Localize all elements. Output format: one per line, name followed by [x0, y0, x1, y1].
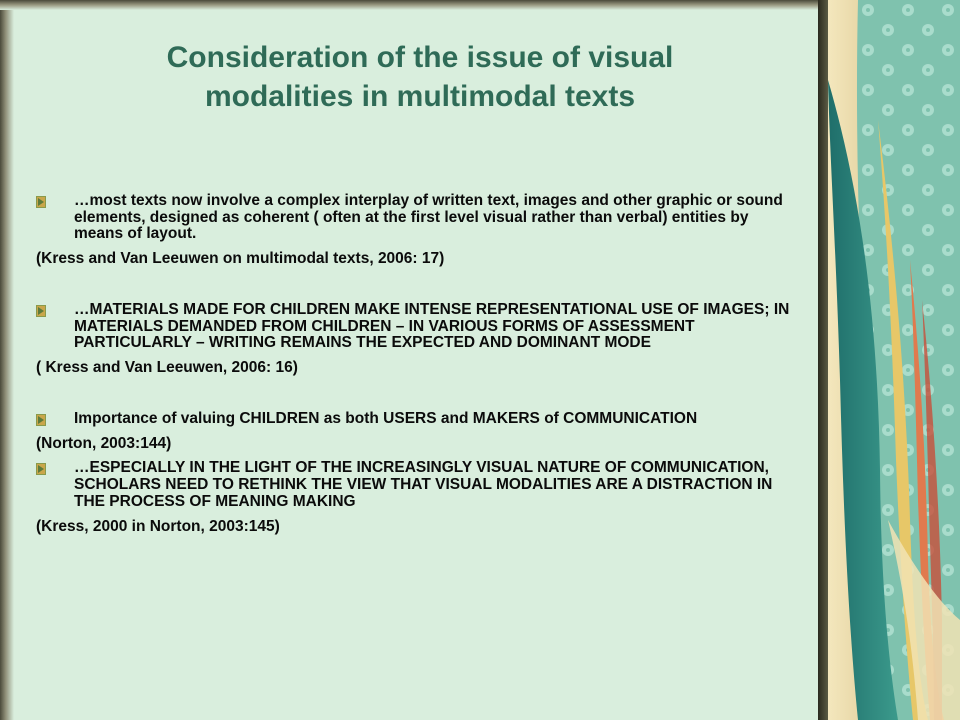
slide-body: [36, 193, 796, 535]
bullet-item: [36, 411, 796, 428]
slide-title: [60, 38, 780, 116]
ornamental-bullet-icon: [36, 414, 46, 426]
citation: (Kress, 2000 in Norton, 2003:145): [36, 517, 280, 535]
citation: ( Kress and Van Leeuwen, 2006: 16): [36, 359, 298, 377]
bullet-item: [36, 193, 796, 243]
bullet-item: [36, 460, 796, 510]
citation: (Kress and Van Leeuwen on multimodal texts, 2006: 17): [36, 250, 445, 268]
decorative-ribbon-panel: [818, 0, 960, 720]
bullet-text: …most texts now involve a complex interplay of written text, images and other graphic or sound elements, designed as coherent ( often at the first level visual rather than verbal) entities by means of layout.: [74, 192, 783, 243]
ornamental-bullet-icon: [36, 463, 46, 475]
bullet-text: …MATERIALS MADE FOR CHILDREN MAKE INTENSE REPRESENTATIONAL USE OF IMAGES; IN MATERIALS DEMANDED FROM CHILDREN – IN VARIOUS FORMS OF ASSESSMENT PARTICULARLY – WRITING REMAINS THE EXPECTED AND DOMINANT MODE: [74, 300, 790, 352]
citation: (Norton, 2003:144): [36, 434, 172, 452]
slide-title-line2: modalities in multimodal texts: [204, 80, 636, 113]
ornamental-bullet-icon: [36, 305, 46, 317]
left-border-shading: [0, 0, 14, 720]
bullet-item: [36, 302, 796, 352]
slide-title-line1: Consideration of the issue of visual: [166, 41, 674, 74]
bullet-text: Importance of valuing CHILDREN as both USERS and MAKERS of COMMUNICATION: [74, 409, 698, 427]
ornamental-bullet-icon: [36, 196, 46, 208]
bullet-text: …ESPECIALLY IN THE LIGHT OF THE INCREASINGLY VISUAL NATURE OF COMMUNICATION, SCHOLARS NEED TO RETHINK THE VIEW THAT VISUAL MODALITIES ARE A DISTRACTION IN THE PROCESS OF MEANING MAKING: [74, 459, 773, 510]
top-border-shading: [0, 0, 825, 10]
